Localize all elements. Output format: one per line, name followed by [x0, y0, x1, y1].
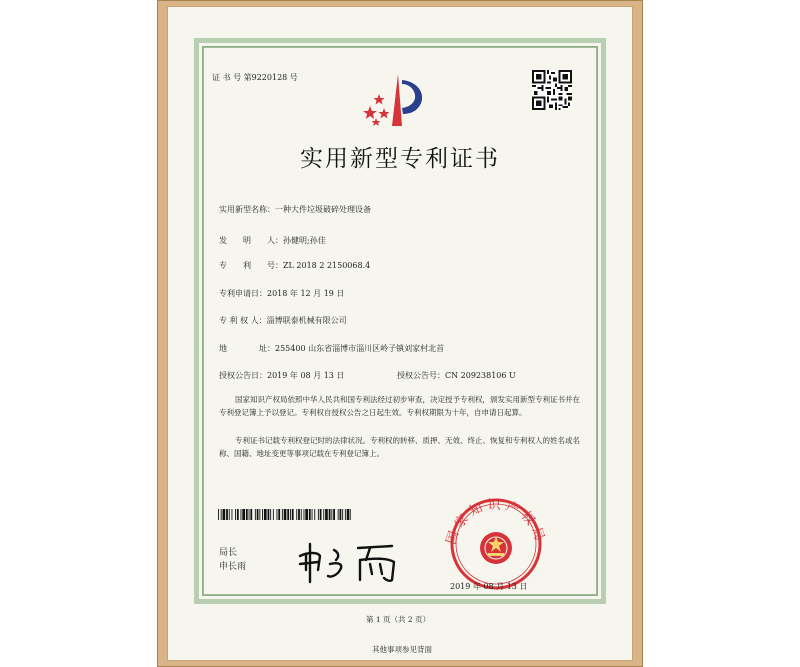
field-utility-model-name: [219, 205, 371, 215]
field-value: 一种大件垃圾破碎处理设备: [275, 205, 371, 214]
certificate-paragraph: 国家知识产权局依照中华人民共和国专利法经过初步审查，决定授予专利权，颁发实用新型专利证书并在专利登记簿上予以登记。专利权自授权公告之日起生效。专利权期限为十年，自申请日起算。: [219, 395, 580, 417]
field-label: 实用新型名称：: [219, 205, 275, 214]
field-label: 发 明 人：: [219, 236, 283, 245]
field-grant-number: [397, 371, 516, 381]
field-label: 授权公告号：: [397, 371, 445, 380]
field-value: 2019 年 08 月 13 日: [267, 371, 345, 380]
director-title: 局长: [219, 548, 238, 558]
field-label: 专 利 权 人：: [219, 316, 267, 325]
footer-note: 其他事项参见背面: [372, 645, 432, 654]
field-value: 255400 山东省淄博市淄川区岭子镇刘家村北首: [275, 344, 445, 353]
director-signature-icon: [296, 540, 408, 584]
field-label: 授权公告日：: [219, 371, 267, 380]
director-name: 申长雨: [219, 562, 247, 572]
official-seal-icon: [437, 488, 555, 592]
certificate-number: 证 书 号 第9220128 号: [212, 73, 298, 82]
field-label: 专 利 号：: [219, 261, 283, 270]
qr-code-icon: [532, 70, 572, 110]
certificate-paragraph: 专利证书记载专利权登记时的法律状况。专利权的转移、质押、无效、终止、恢复和专利权人的姓名或名称、国籍、地址变更等事项记载在专利登记簿上。: [219, 436, 580, 458]
field-value: 孙健明;孙佳: [283, 236, 326, 245]
barcode-icon: [218, 509, 351, 520]
field-patentee: [219, 316, 347, 326]
field-label: 专利申请日：: [219, 289, 267, 298]
field-value: 2018 年 12 月 19 日: [267, 289, 345, 298]
certificate-title: 实用新型专利证书: [300, 146, 500, 172]
field-filing-date: [219, 289, 344, 299]
seal-date: 2019 年 08 月 13 日: [450, 582, 528, 591]
field-grant-date: [219, 371, 344, 381]
patent-office-emblem-icon: [358, 70, 438, 130]
field-address: [219, 344, 444, 354]
field-value: ZL 2018 2 2150068.4: [283, 261, 371, 270]
seal-ring-text: 国家知识产权局: [443, 498, 549, 547]
page-indicator: 第 1 页（共 2 页）: [366, 615, 431, 624]
field-value: CN 209238106 U: [445, 371, 516, 380]
field-patent-number: [219, 261, 370, 271]
field-value: 淄博联泰机械有限公司: [266, 316, 347, 325]
field-inventor: [219, 236, 326, 246]
field-label: 地 址：: [219, 344, 275, 353]
